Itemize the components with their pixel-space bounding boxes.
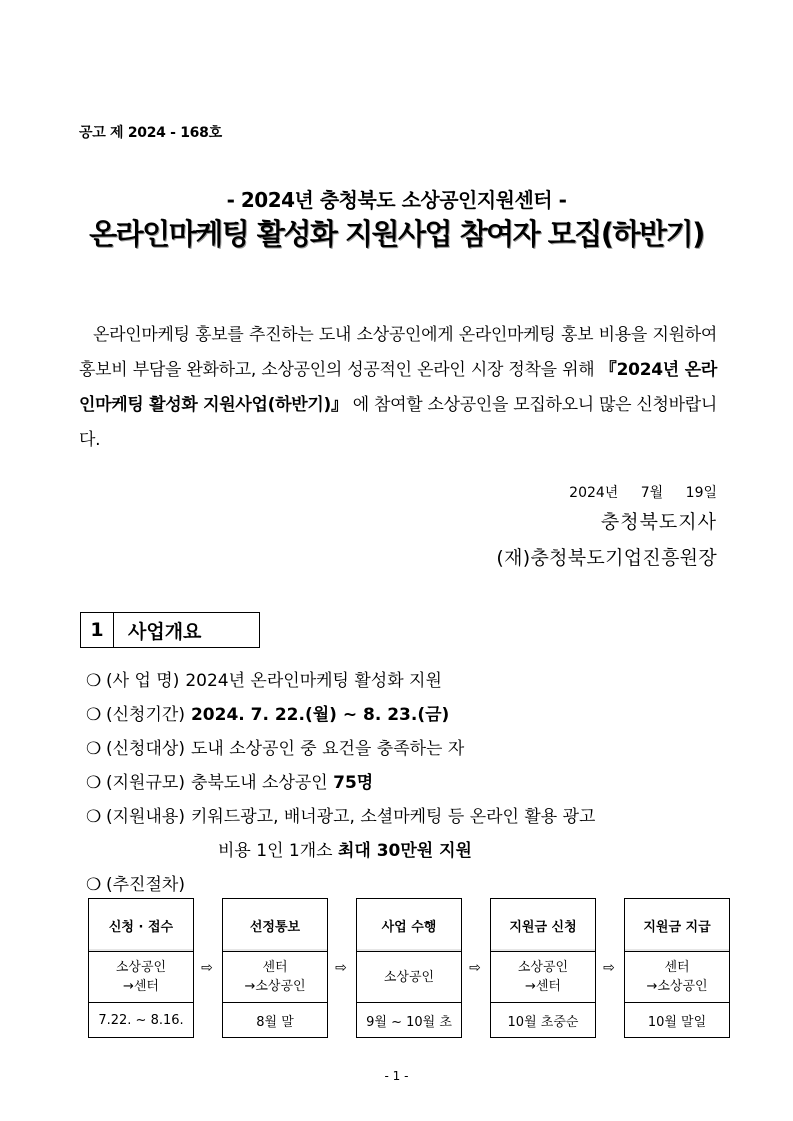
stage-head: 지원금 신청 [491,899,595,952]
intro-text-2: 에 참여할 소상공인을 모집하오니 많은 신청바랍니다. [79,395,717,450]
stage-time: 7.22. ~ 8.16. [98,1012,184,1028]
item-value: 비용 1인 1개소 [218,841,338,861]
flow-stage-payment [624,898,730,1038]
stage-head: 신청 · 접수 [89,899,193,952]
section-number: 1 [81,613,114,647]
stage-actor: 센터 →소상공인 [223,952,327,1003]
announcement-date: 2024년 7월 19일 [569,485,717,501]
list-item-process [86,868,718,902]
circle-bullet-icon: ❍ [86,773,102,793]
overview-list [86,664,718,902]
process-flow [88,898,716,1038]
stage-actor: 소상공인 →센터 [491,952,595,1003]
right-arrow-icon: ⇨ [201,960,213,976]
issuer-agency: (재)충청북도기업진흥원장 [496,547,717,569]
item-label: (사 업 명) [106,671,180,691]
stage-actor: 센터 →소상공인 [625,952,729,1003]
notice-number: 공고 제 2024 - 168호 [79,125,222,141]
stage-time: 10월 말일 [647,1014,707,1030]
flow-stage-execute [356,898,462,1038]
stage-time: 8월 말 [256,1014,294,1030]
section-heading [80,612,260,648]
list-item-name [86,664,718,698]
right-arrow-icon: ⇨ [603,960,615,976]
stage-head: 선정통보 [223,899,327,952]
flow-stage-apply [88,898,194,1038]
item-label: (지원규모) [106,773,185,793]
circle-bullet-icon: ❍ [86,739,102,759]
document-subtitle: - 2024년 충청북도 소상공인지원센터 - [226,188,567,212]
stage-time: 10월 초중순 [507,1014,579,1030]
flow-stage-notify [222,898,328,1038]
circle-bullet-icon: ❍ [86,875,102,895]
circle-bullet-icon: ❍ [86,705,102,725]
item-value: 키워드광고, 배너광고, 소셜마케팅 등 온라인 활용 광고 [190,807,596,827]
item-label: (신청대상) [106,739,185,759]
item-value: 충북도내 소상공인 [190,773,334,793]
intro-text-1: 온라인마케팅 홍보를 추진하는 도내 소상공인에게 온라인마케팅 홍보 비용을 지원하여 홍보비 부담을 완화하고, 소상공인의 성공적인 온라인 시장 정착을 위해 [79,325,717,380]
document-title: 온라인마케팅 활성화 지원사업 참여자 모집(하반기) [89,217,704,251]
circle-bullet-icon: ❍ [86,671,102,691]
item-value-bold: 75명 [333,773,374,793]
stage-actor: 소상공인 →센터 [89,952,193,1003]
item-value-bold: 최대 30만원 지원 [337,841,472,861]
stage-time: 9월 ~ 10월 초 [366,1014,452,1030]
right-arrow-icon: ⇨ [335,960,347,976]
stage-actor: 소상공인 [357,952,461,1003]
list-item-scale [86,766,718,800]
list-item-content [86,800,718,834]
page-number: - 1 - [384,1069,409,1083]
stage-head: 사업 수행 [357,899,461,952]
circle-bullet-icon: ❍ [86,807,102,827]
list-item-content-continued [86,834,718,868]
intro-paragraph [79,318,717,458]
item-label: (신청기간) [106,705,185,725]
item-value: 도내 소상공인 중 요건을 충족하는 자 [190,739,465,759]
flow-stage-claim [490,898,596,1038]
section-title: 사업개요 [128,620,202,643]
issuer-governor: 충청북도지사 [600,511,717,533]
list-item-period [86,698,718,732]
right-arrow-icon: ⇨ [469,960,481,976]
item-value: 2024년 온라인마케팅 활성화 지원 [185,671,442,691]
item-label: (지원내용) [106,807,185,827]
item-value: 2024. 7. 22.(월) ~ 8. 23.(금) [190,705,450,725]
item-label: (추진절차) [106,875,185,895]
list-item-target [86,732,718,766]
intro-highlight: 『2024년 온라인마케팅 활성화 지원사업(하반기)』 [79,360,717,415]
stage-head: 지원금 지급 [625,899,729,952]
